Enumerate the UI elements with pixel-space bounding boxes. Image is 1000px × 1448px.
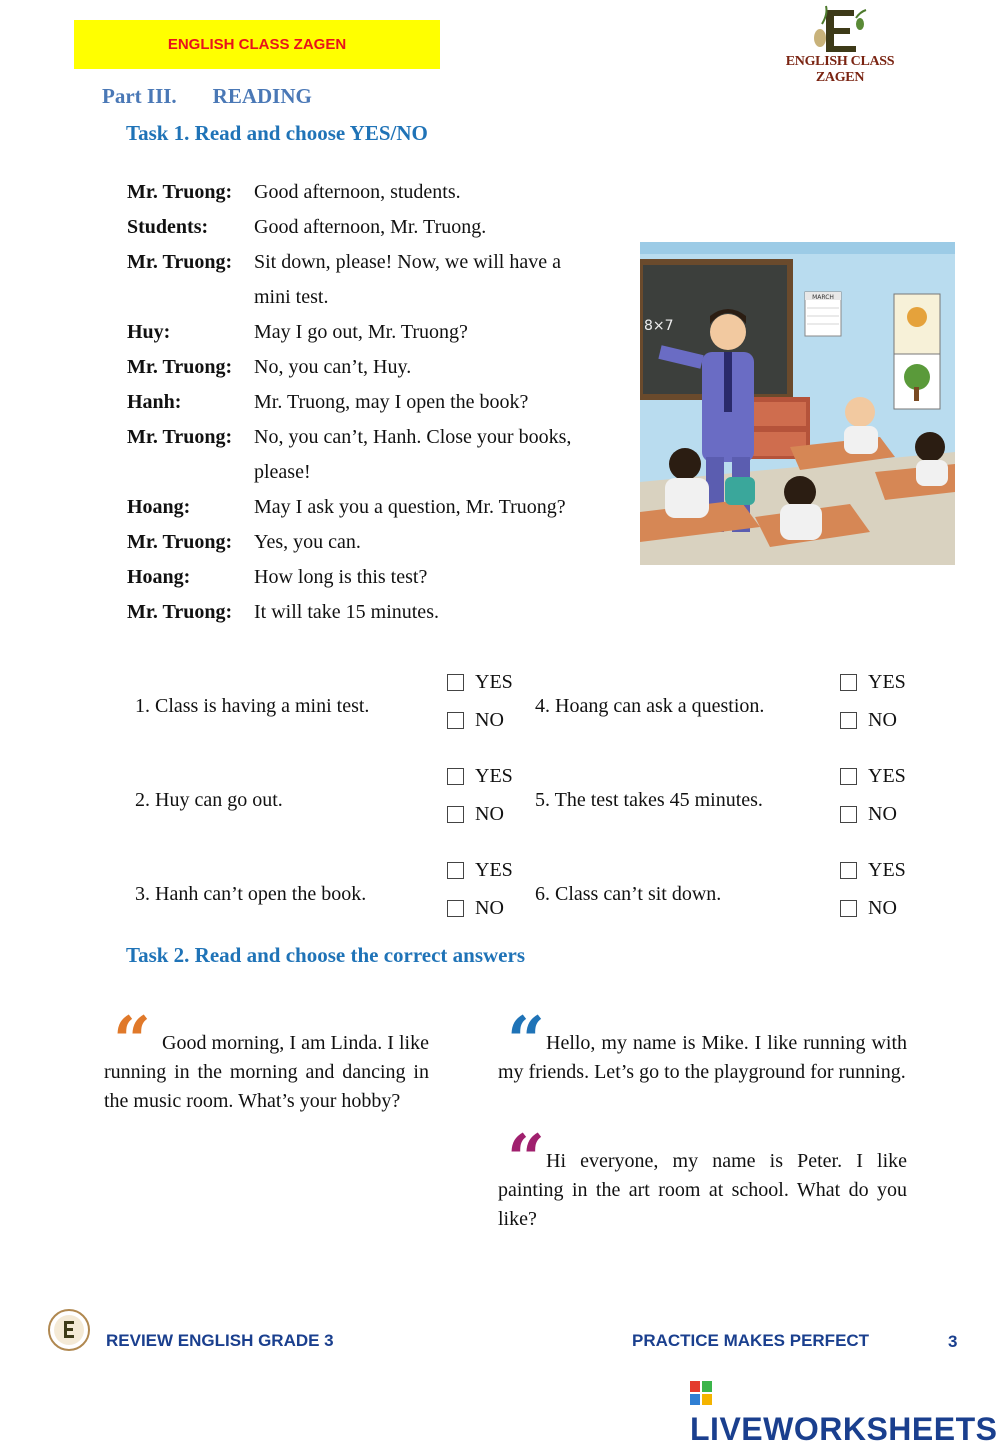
dialogue-text: Good afternoon, students.: [254, 181, 461, 203]
dialogue-text: It will take 15 minutes.: [254, 601, 439, 623]
no-option-label: NO: [475, 709, 504, 731]
no-option-label: NO: [868, 897, 897, 919]
no-option-label: NO: [475, 897, 504, 919]
yes-option-label: YES: [475, 765, 513, 787]
question-text: 3. Hanh can’t open the book.: [135, 883, 367, 905]
dialogue-text: Good afternoon, Mr. Truong.: [254, 216, 487, 238]
header-banner: ENGLISH CLASS ZAGEN: [74, 20, 440, 69]
dialogue-line: [127, 490, 627, 525]
dialogue-text: Sit down, please! Now, we will have a: [254, 251, 561, 273]
logo-text: ENGLISH CLASS ZAGEN: [785, 54, 895, 85]
question-text: 5. The test takes 45 minutes.: [535, 789, 763, 811]
footer-seal-icon: [48, 1309, 90, 1351]
no-checkbox[interactable]: [447, 712, 464, 729]
quote-icon-mike: “: [507, 1002, 545, 1080]
logo-e-icon: [760, 4, 920, 56]
speaker-name: Students:: [127, 216, 209, 238]
dialogue-line: [127, 350, 627, 385]
no-option-label: NO: [475, 803, 504, 825]
yes-option-label: YES: [475, 859, 513, 881]
yes-checkbox[interactable]: [840, 768, 857, 785]
dialogue-line: [127, 420, 627, 455]
speaker-name: Hanh:: [127, 391, 182, 413]
yes-checkbox[interactable]: [447, 674, 464, 691]
page-number: 3: [948, 1332, 958, 1351]
yes-checkbox[interactable]: [447, 768, 464, 785]
dialogue-line: [127, 560, 627, 595]
dialogue-line: [127, 525, 627, 560]
footer-left-text: REVIEW ENGLISH GRADE 3: [106, 1331, 334, 1350]
yes-checkbox[interactable]: [840, 862, 857, 879]
dialogue-text: No, you can’t, Hanh. Close your books,: [254, 426, 572, 448]
liveworksheets-icon: [690, 1381, 712, 1405]
quote-icon-linda: “: [113, 1002, 151, 1080]
question-text: 6. Class can’t sit down.: [535, 883, 722, 905]
dialogue-line: [127, 280, 627, 315]
dialogue-text: please!: [254, 461, 311, 483]
yes-option-label: YES: [868, 859, 906, 881]
dialogue-text: May I ask you a question, Mr. Truong?: [254, 496, 566, 518]
yes-option-label: YES: [475, 671, 513, 693]
speaker-name: [127, 455, 254, 490]
no-option-label: NO: [868, 709, 897, 731]
no-checkbox[interactable]: [840, 712, 857, 729]
no-checkbox[interactable]: [447, 806, 464, 823]
dialogue-text: No, you can’t, Huy.: [254, 356, 412, 378]
no-option-label: NO: [868, 803, 897, 825]
speaker-name: Mr. Truong:: [127, 426, 233, 448]
dialogue-line: [127, 210, 627, 245]
dialogue: [127, 175, 627, 630]
dialogue-line: [127, 385, 627, 420]
calendar-text: MARCH: [812, 294, 834, 301]
dialogue-text: May I go out, Mr. Truong?: [254, 321, 468, 343]
speaker-name: Huy:: [127, 321, 171, 343]
speaker-name: Mr. Truong:: [127, 531, 233, 553]
question-text: 4. Hoang can ask a question.: [535, 695, 765, 717]
task2-title: Task 2. Read and choose the correct answers: [126, 943, 525, 967]
dialogue-text: How long is this test?: [254, 566, 428, 588]
part-heading: [102, 84, 312, 109]
classroom-illustration: [640, 242, 955, 565]
dialogue-text: mini test.: [254, 286, 329, 308]
part-number: Part III.: [102, 84, 177, 108]
yes-checkbox[interactable]: [840, 674, 857, 691]
dialogue-text: Mr. Truong, may I open the book?: [254, 391, 529, 413]
footer-right-text: PRACTICE MAKES PERFECT: [632, 1331, 870, 1350]
no-checkbox[interactable]: [840, 806, 857, 823]
paragraph-mike: Hello, my name is Mike. I like running with my friends. Let’s go to the playground for running.: [498, 1032, 907, 1083]
no-checkbox[interactable]: [447, 900, 464, 917]
yes-checkbox[interactable]: [447, 862, 464, 879]
speaker-name: Mr. Truong:: [127, 251, 233, 273]
part-title: READING: [212, 84, 312, 108]
dialogue-line: [127, 595, 627, 630]
speaker-name: Hoang:: [127, 496, 191, 518]
liveworksheets-brand: LIVEWORKSHEETS: [690, 1374, 1000, 1448]
dialogue-text: Yes, you can.: [254, 531, 361, 553]
question-text: 2. Huy can go out.: [135, 789, 283, 811]
speaker-name: Hoang:: [127, 566, 191, 588]
yes-option-label: YES: [868, 765, 906, 787]
dialogue-line: [127, 455, 627, 490]
board-text: 8×7: [644, 318, 674, 334]
yes-option-label: YES: [868, 671, 906, 693]
task1-title: Task 1. Read and choose YES/NO: [126, 121, 428, 145]
paragraph-peter: Hi everyone, my name is Peter. I like painting in the art room at school. What do you like?: [498, 1150, 907, 1230]
brand-logo: [760, 4, 920, 85]
speaker-name: Mr. Truong:: [127, 181, 233, 203]
dialogue-line: [127, 175, 627, 210]
speaker-name: Mr. Truong:: [127, 601, 233, 623]
paragraph-linda: Good morning, I am Linda. I like running in the morning and dancing in the music room. What’s your hobby?: [104, 1032, 429, 1112]
quote-icon-peter: “: [507, 1120, 545, 1198]
no-checkbox[interactable]: [840, 900, 857, 917]
question-text: 1. Class is having a mini test.: [135, 695, 370, 717]
speaker-name: Mr. Truong:: [127, 356, 233, 378]
dialogue-line: [127, 245, 627, 280]
speaker-name: [127, 280, 254, 315]
dialogue-line: [127, 315, 627, 350]
